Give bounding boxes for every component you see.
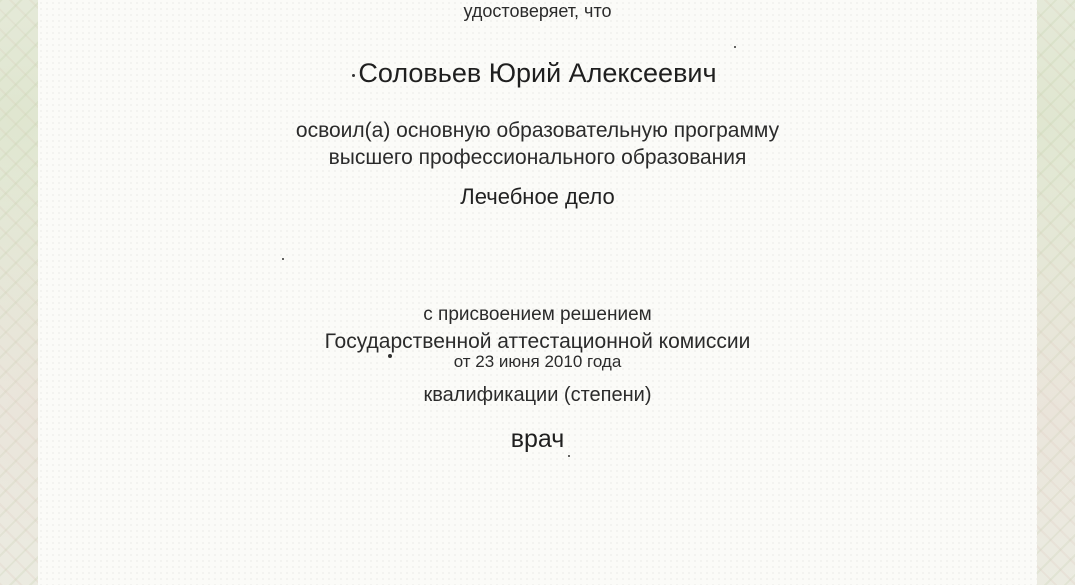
specialty: Лечебное дело xyxy=(460,184,615,209)
award-line-1: с присвоением решением xyxy=(423,304,652,325)
certifies-line: удостоверяет, что xyxy=(463,1,612,21)
award-date: от 23 июня 2010 года xyxy=(453,352,622,371)
ink-speck xyxy=(282,258,284,260)
qualification-label: квалификации (степени) xyxy=(423,384,652,406)
qualification-value: врач xyxy=(510,425,565,453)
program-line-1: освоил(а) основную образовательную программу xyxy=(295,119,780,142)
holder-name: Соловьев Юрий Алексеевич xyxy=(358,58,717,88)
ink-speck xyxy=(734,46,736,48)
ink-speck xyxy=(388,354,392,358)
program-line-2: высшего профессионального образования xyxy=(328,146,747,169)
ink-speck xyxy=(568,455,570,457)
award-line-2: Государственной аттестационной комиссии xyxy=(324,330,751,353)
ink-speck xyxy=(352,74,355,77)
